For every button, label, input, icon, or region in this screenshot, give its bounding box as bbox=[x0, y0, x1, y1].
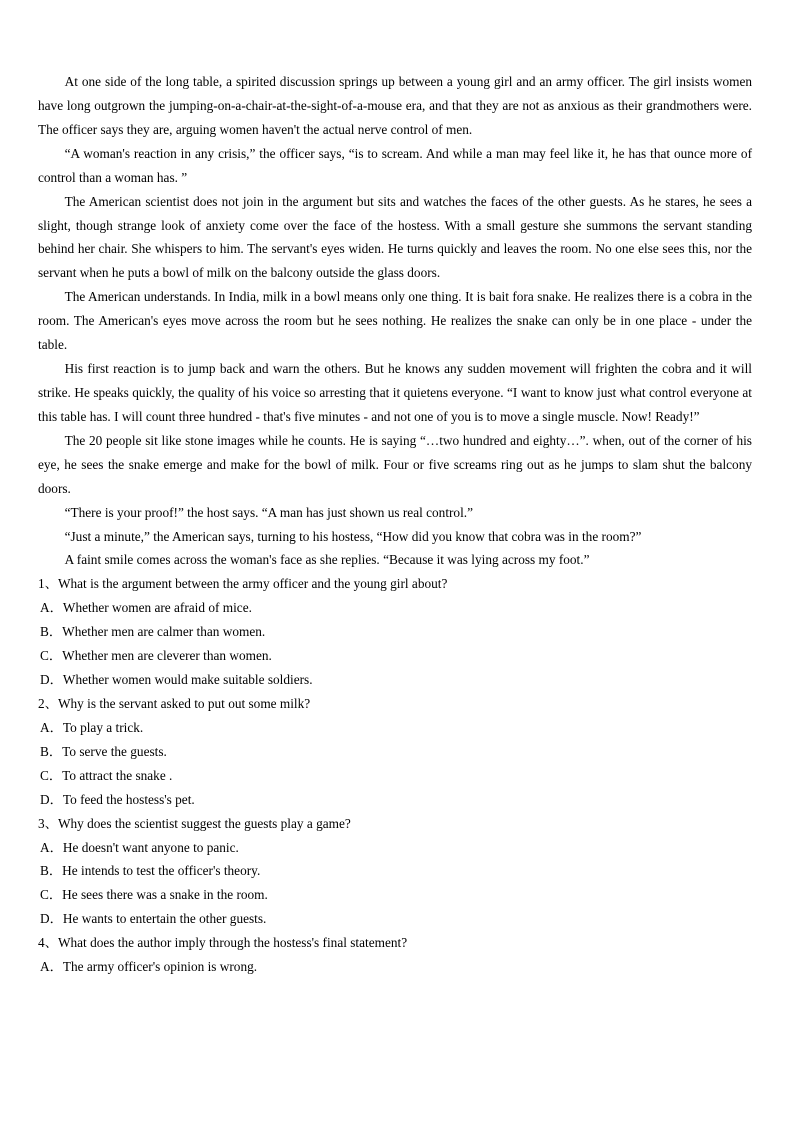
question-option[interactable] bbox=[38, 859, 752, 883]
option-text: Whether men are calmer than women. bbox=[62, 624, 266, 640]
paragraph: The American understands. In India, milk in a bowl means only one thing. It is bait fora snake. He realizes there is a cobra in the room. The American's eyes move across the room but he sees nothing. He realizes the snake can only be in one place - under the table. bbox=[38, 289, 752, 353]
question-option[interactable] bbox=[38, 764, 752, 788]
option-text: Whether women would make suitable soldiers. bbox=[62, 672, 313, 688]
question-option[interactable] bbox=[38, 883, 752, 907]
option-label: C． bbox=[40, 887, 63, 903]
option-label: B． bbox=[40, 624, 63, 640]
question-option[interactable] bbox=[38, 907, 752, 931]
question-option[interactable] bbox=[38, 836, 752, 860]
option-text: To feed the hostess's pet. bbox=[62, 791, 195, 807]
option-text: He wants to entertain the other guests. bbox=[62, 911, 267, 927]
option-text: He intends to test the officer's theory. bbox=[62, 863, 261, 879]
paragraph: “Just a minute,” the American says, turning to his hostess, “How did you know that cobra was in the room?” bbox=[64, 528, 642, 544]
option-label: A． bbox=[40, 839, 63, 855]
option-label: A． bbox=[40, 600, 63, 616]
option-label: D． bbox=[40, 791, 63, 807]
option-text: The army officer's opinion is wrong. bbox=[62, 959, 258, 975]
question-stem bbox=[38, 812, 752, 836]
question-text: What does the author imply through the hostess's final statement? bbox=[57, 935, 408, 951]
paragraph: “A woman's reaction in any crisis,” the officer says, “is to scream. And while a man may feel like it, he has that ounce more of control than a woman has. ” bbox=[38, 145, 752, 185]
option-label: C． bbox=[40, 767, 63, 783]
question-number: 4、 bbox=[38, 935, 58, 951]
paragraph: The American scientist does not join in the argument but sits and watches the faces of the other guests. As he stares, he sees a slight, though strange look of anxiety come over the face of the hostess. With a small gesture she summons the servant standing behind her chair. She whispers to him. The servant's eyes widen. He turns quickly and leaves the room. No one else sees this, nor the servant when he puts a bowl of milk on the balcony outside the glass doors. bbox=[38, 193, 752, 281]
paragraph: His first reaction is to jump back and warn the others. But he knows any sudden movement will frighten the cobra and it will strike. He speaks quickly, the quality of his voice so arresting that it quietens everyone. “I want to know just what control everyone at this table has. I will count three hundred - that's five minutes - and not one of you is to move a single muscle. Now! Ready!” bbox=[38, 361, 752, 424]
option-text: To attract the snake . bbox=[62, 767, 173, 783]
option-label: D． bbox=[40, 672, 63, 688]
option-label: B． bbox=[40, 863, 63, 879]
question-number: 1、 bbox=[38, 576, 58, 592]
option-label: D． bbox=[40, 911, 63, 927]
question-stem bbox=[38, 572, 752, 596]
question-option[interactable] bbox=[38, 740, 752, 764]
paragraph: “There is your proof!” the host says. “A man has just shown us real control.” bbox=[64, 504, 474, 520]
question-text: Why does the scientist suggest the guests play a game? bbox=[57, 815, 351, 831]
option-label: B． bbox=[40, 743, 63, 759]
question-option[interactable] bbox=[38, 596, 752, 620]
paragraph: The 20 people sit like stone images while he counts. He is saying “…two hundred and eighty…”. when, out of the corner of his eye, he sees the snake emerge and make for the bowl of milk. Four or five screams ring out as he jumps to slam shut the balcony doors. bbox=[38, 432, 752, 496]
option-label: C． bbox=[40, 648, 63, 664]
question-stem bbox=[38, 692, 752, 716]
option-text: To serve the guests. bbox=[62, 743, 167, 759]
question-text: Why is the servant asked to put out some milk? bbox=[57, 695, 311, 711]
question-option[interactable] bbox=[38, 955, 752, 979]
question-option[interactable] bbox=[38, 788, 752, 812]
question-option[interactable] bbox=[38, 644, 752, 668]
option-text: He doesn't want anyone to panic. bbox=[62, 839, 239, 855]
question-option[interactable] bbox=[38, 668, 752, 692]
question-option[interactable] bbox=[38, 620, 752, 644]
paragraph: At one side of the long table, a spirited discussion springs up between a young girl and an army officer. The girl insists women have long outgrown the jumping-on-a-chair-at-the-sight-of-a-mouse era, and that they are not as anxious as their grandmothers were. The officer says they are, arguing women haven't the actual nerve control of men. bbox=[38, 74, 752, 137]
option-text: Whether women are afraid of mice. bbox=[62, 600, 252, 616]
option-text: Whether men are cleverer than women. bbox=[62, 648, 272, 664]
question-number: 3、 bbox=[38, 815, 58, 831]
question-option[interactable] bbox=[38, 716, 752, 740]
question-number: 2、 bbox=[38, 695, 58, 711]
paragraph: A faint smile comes across the woman's face as she replies. “Because it was lying across my foot.” bbox=[64, 552, 590, 568]
option-label: A． bbox=[40, 719, 63, 735]
option-text: He sees there was a snake in the room. bbox=[62, 887, 268, 903]
document-body bbox=[38, 70, 752, 979]
question-text: What is the argument between the army officer and the young girl about? bbox=[57, 576, 448, 592]
question-stem bbox=[38, 931, 752, 955]
option-text: To play a trick. bbox=[62, 719, 144, 735]
option-label: A． bbox=[40, 959, 63, 975]
